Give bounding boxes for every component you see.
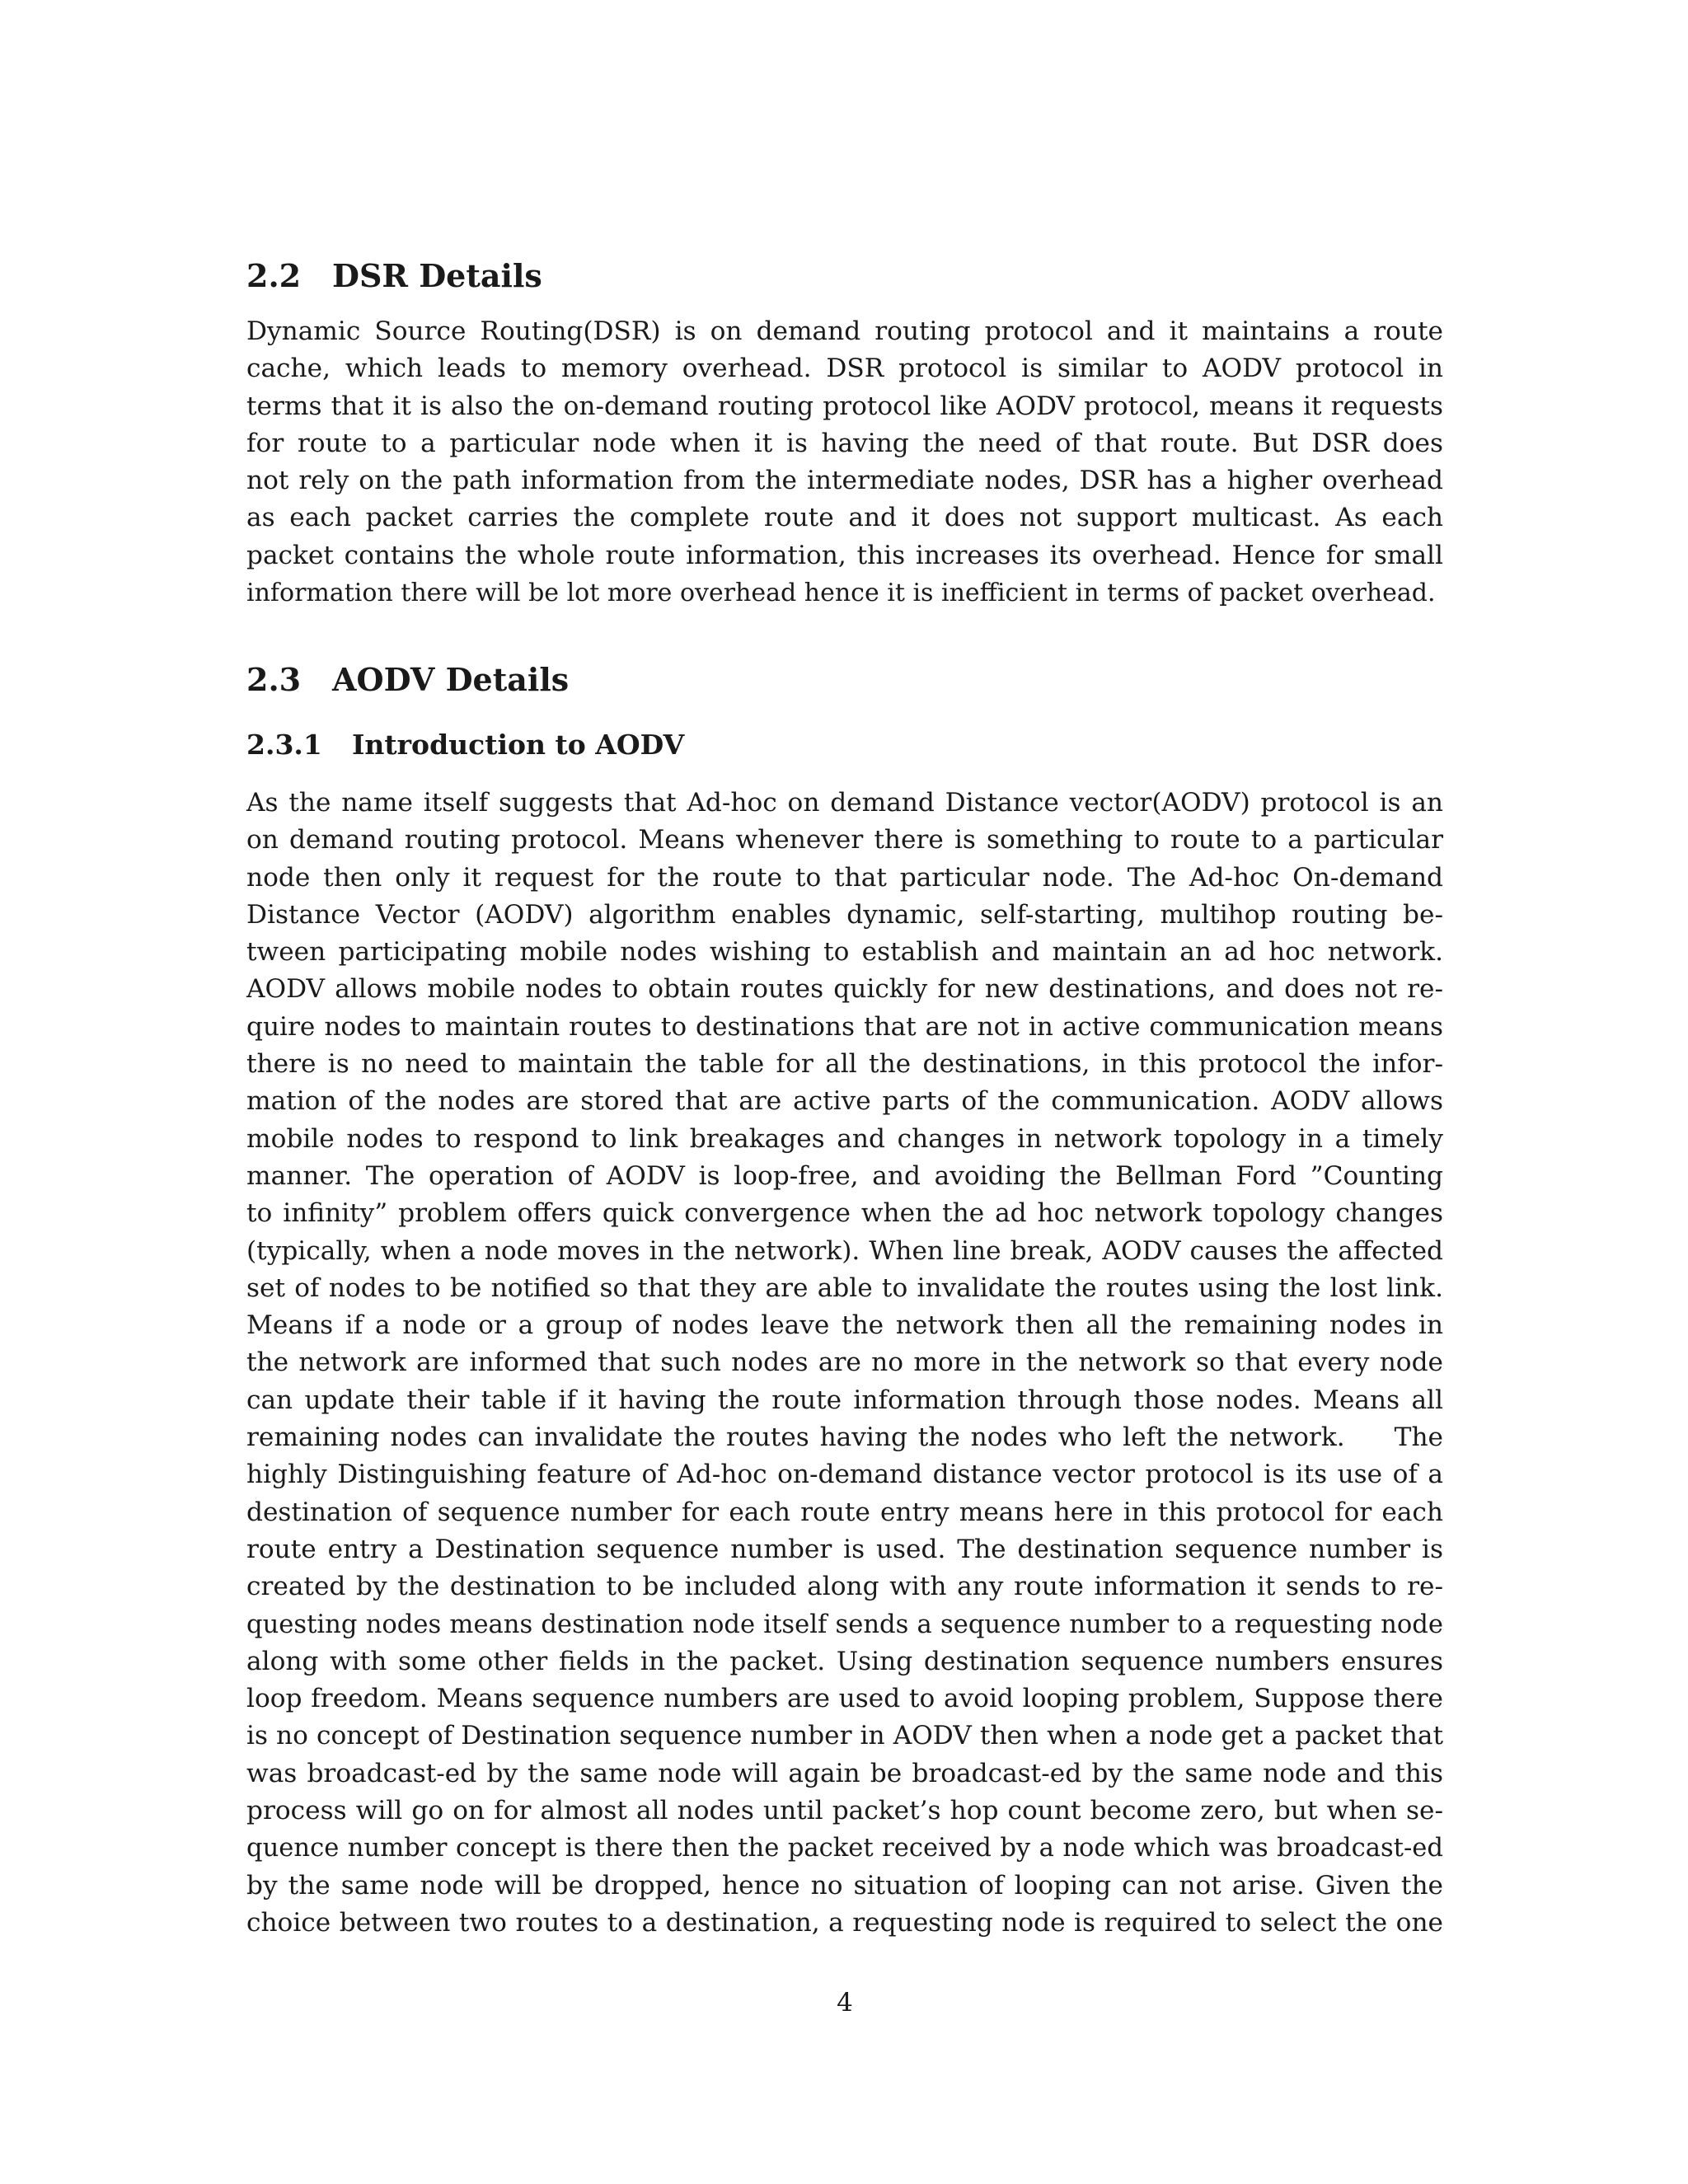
text-line: by the same node will be dropped, hence no situation of looping can not arise. Given the [246, 1870, 1443, 1900]
aodv-paragraph [246, 785, 1443, 1942]
text-line: As the name itself suggests that Ad-hoc on demand Distance vector(AODV) protocol is an [246, 788, 1443, 818]
text-line: quire nodes to maintain routes to destinations that are not in active communication means [246, 1011, 1443, 1042]
text-line: mation of the nodes are stored that are active parts of the communication. AODV allows [246, 1086, 1443, 1117]
text-line: manner. The operation of AODV is loop-free, and avoiding the Bellman Ford ”Counting [246, 1160, 1443, 1191]
text-line: for route to a particular node when it is having the need of that route. But DSR does [246, 428, 1443, 458]
text-line: route entry a Destination sequence number is used. The destination sequence number is [246, 1534, 1443, 1564]
text-line: Distance Vector (AODV) algorithm enables dynamic, self-starting, multihop routing be- [246, 899, 1443, 930]
text-line-tail: The [1394, 1422, 1443, 1453]
text-line: AODV allows mobile nodes to obtain routes quickly for new destinations, and does not re- [246, 974, 1443, 1005]
text-line: highly Distinguishing feature of Ad-hoc on-demand distance vector protocol is its use of a [246, 1460, 1443, 1490]
text-line: mobile nodes to respond to link breakages and changes in network topology in a timely [246, 1123, 1443, 1154]
text-line: as each packet carries the complete route and it does not support multicast. As each [246, 503, 1443, 533]
dsr-paragraph [246, 313, 1443, 612]
text-line: can update their table if it having the route information through those nodes. Means all [246, 1385, 1443, 1415]
text-line: (typically, when a node moves in the network). When line break, AODV causes the affected [246, 1235, 1443, 1266]
text-line: Dynamic Source Routing(DSR) is on demand routing protocol and it maintains a route [246, 316, 1443, 346]
text-line: quence number concept is there then the packet received by a node which was broadcast-ed [246, 1834, 1443, 1863]
text-line: Means if a node or a group of nodes leave the network then all the remaining nodes in [246, 1310, 1443, 1341]
text-line: the network are informed that such nodes are no more in the network so that every node [246, 1347, 1443, 1378]
section-title: AODV Details [332, 661, 570, 698]
subsection-title: Introduction to AODV [352, 729, 685, 761]
page-number: 4 [837, 1988, 853, 2018]
text-line: loop freedom. Means sequence numbers are used to avoid looping problem, Suppose there [246, 1684, 1443, 1714]
text-line-with-indent [246, 1419, 1443, 1456]
text-line: was broadcast-ed by the same node will again be broadcast-ed by the same node and this [246, 1758, 1443, 1788]
section-heading-dsr [246, 257, 542, 294]
text-line: process will go on for almost all nodes until packet’s hop count become zero, but when se- [246, 1796, 1443, 1826]
subsection-number: 2.3.1 [246, 729, 322, 761]
text-line-head: remaining nodes can invalidate the routes having the nodes who left the network. [246, 1422, 1345, 1453]
text-line: choice between two routes to a destination, a requesting node is required to select the one [246, 1907, 1443, 1938]
text-line: there is no need to maintain the table for all the destinations, in this protocol the infor- [246, 1049, 1443, 1080]
subsection-heading-intro-aodv [246, 729, 685, 761]
text-line: packet contains the whole route information, this increases its overhead. Hence for small [246, 540, 1443, 570]
section-heading-aodv [246, 661, 570, 698]
text-line: destination of sequence number for each route entry means here in this protocol for each [246, 1497, 1443, 1527]
text-line: set of nodes to be notified so that they are able to invalidate the routes using the lost link. [246, 1272, 1443, 1303]
text-line: to infinity” problem offers quick convergence when the ad hoc network topology changes [246, 1198, 1443, 1229]
text-line: node then only it request for the route to that particular node. The Ad-hoc On-demand [246, 862, 1443, 893]
section-title: DSR Details [332, 257, 542, 294]
text-line: information there will be lot more overhead hence it is inefficient in terms of packet overhead. [246, 579, 1436, 608]
paper-page [246, 0, 1443, 2184]
text-line: is no concept of Destination sequence number in AODV then when a node get a packet that [246, 1721, 1443, 1751]
text-line: along with some other fields in the packet. Using destination sequence numbers ensures [246, 1646, 1443, 1676]
text-line: created by the destination to be included along with any route information it sends to re- [246, 1572, 1443, 1602]
section-number: 2.3 [246, 661, 302, 698]
text-line: terms that it is also the on-demand routing protocol like AODV protocol, means it requests [246, 391, 1443, 421]
text-line: cache, which leads to memory overhead. DSR protocol is similar to AODV protocol in [246, 354, 1443, 384]
section-number: 2.2 [246, 257, 302, 294]
text-line: not rely on the path information from the intermediate nodes, DSR has a higher overhead [246, 466, 1443, 496]
text-line: tween participating mobile nodes wishing to establish and maintain an ad hoc network. [246, 937, 1443, 968]
text-line: questing nodes means destination node itself sends a sequence number to a requesting node [246, 1610, 1443, 1639]
text-line: on demand routing protocol. Means whenever there is something to route to a particular [246, 825, 1443, 855]
